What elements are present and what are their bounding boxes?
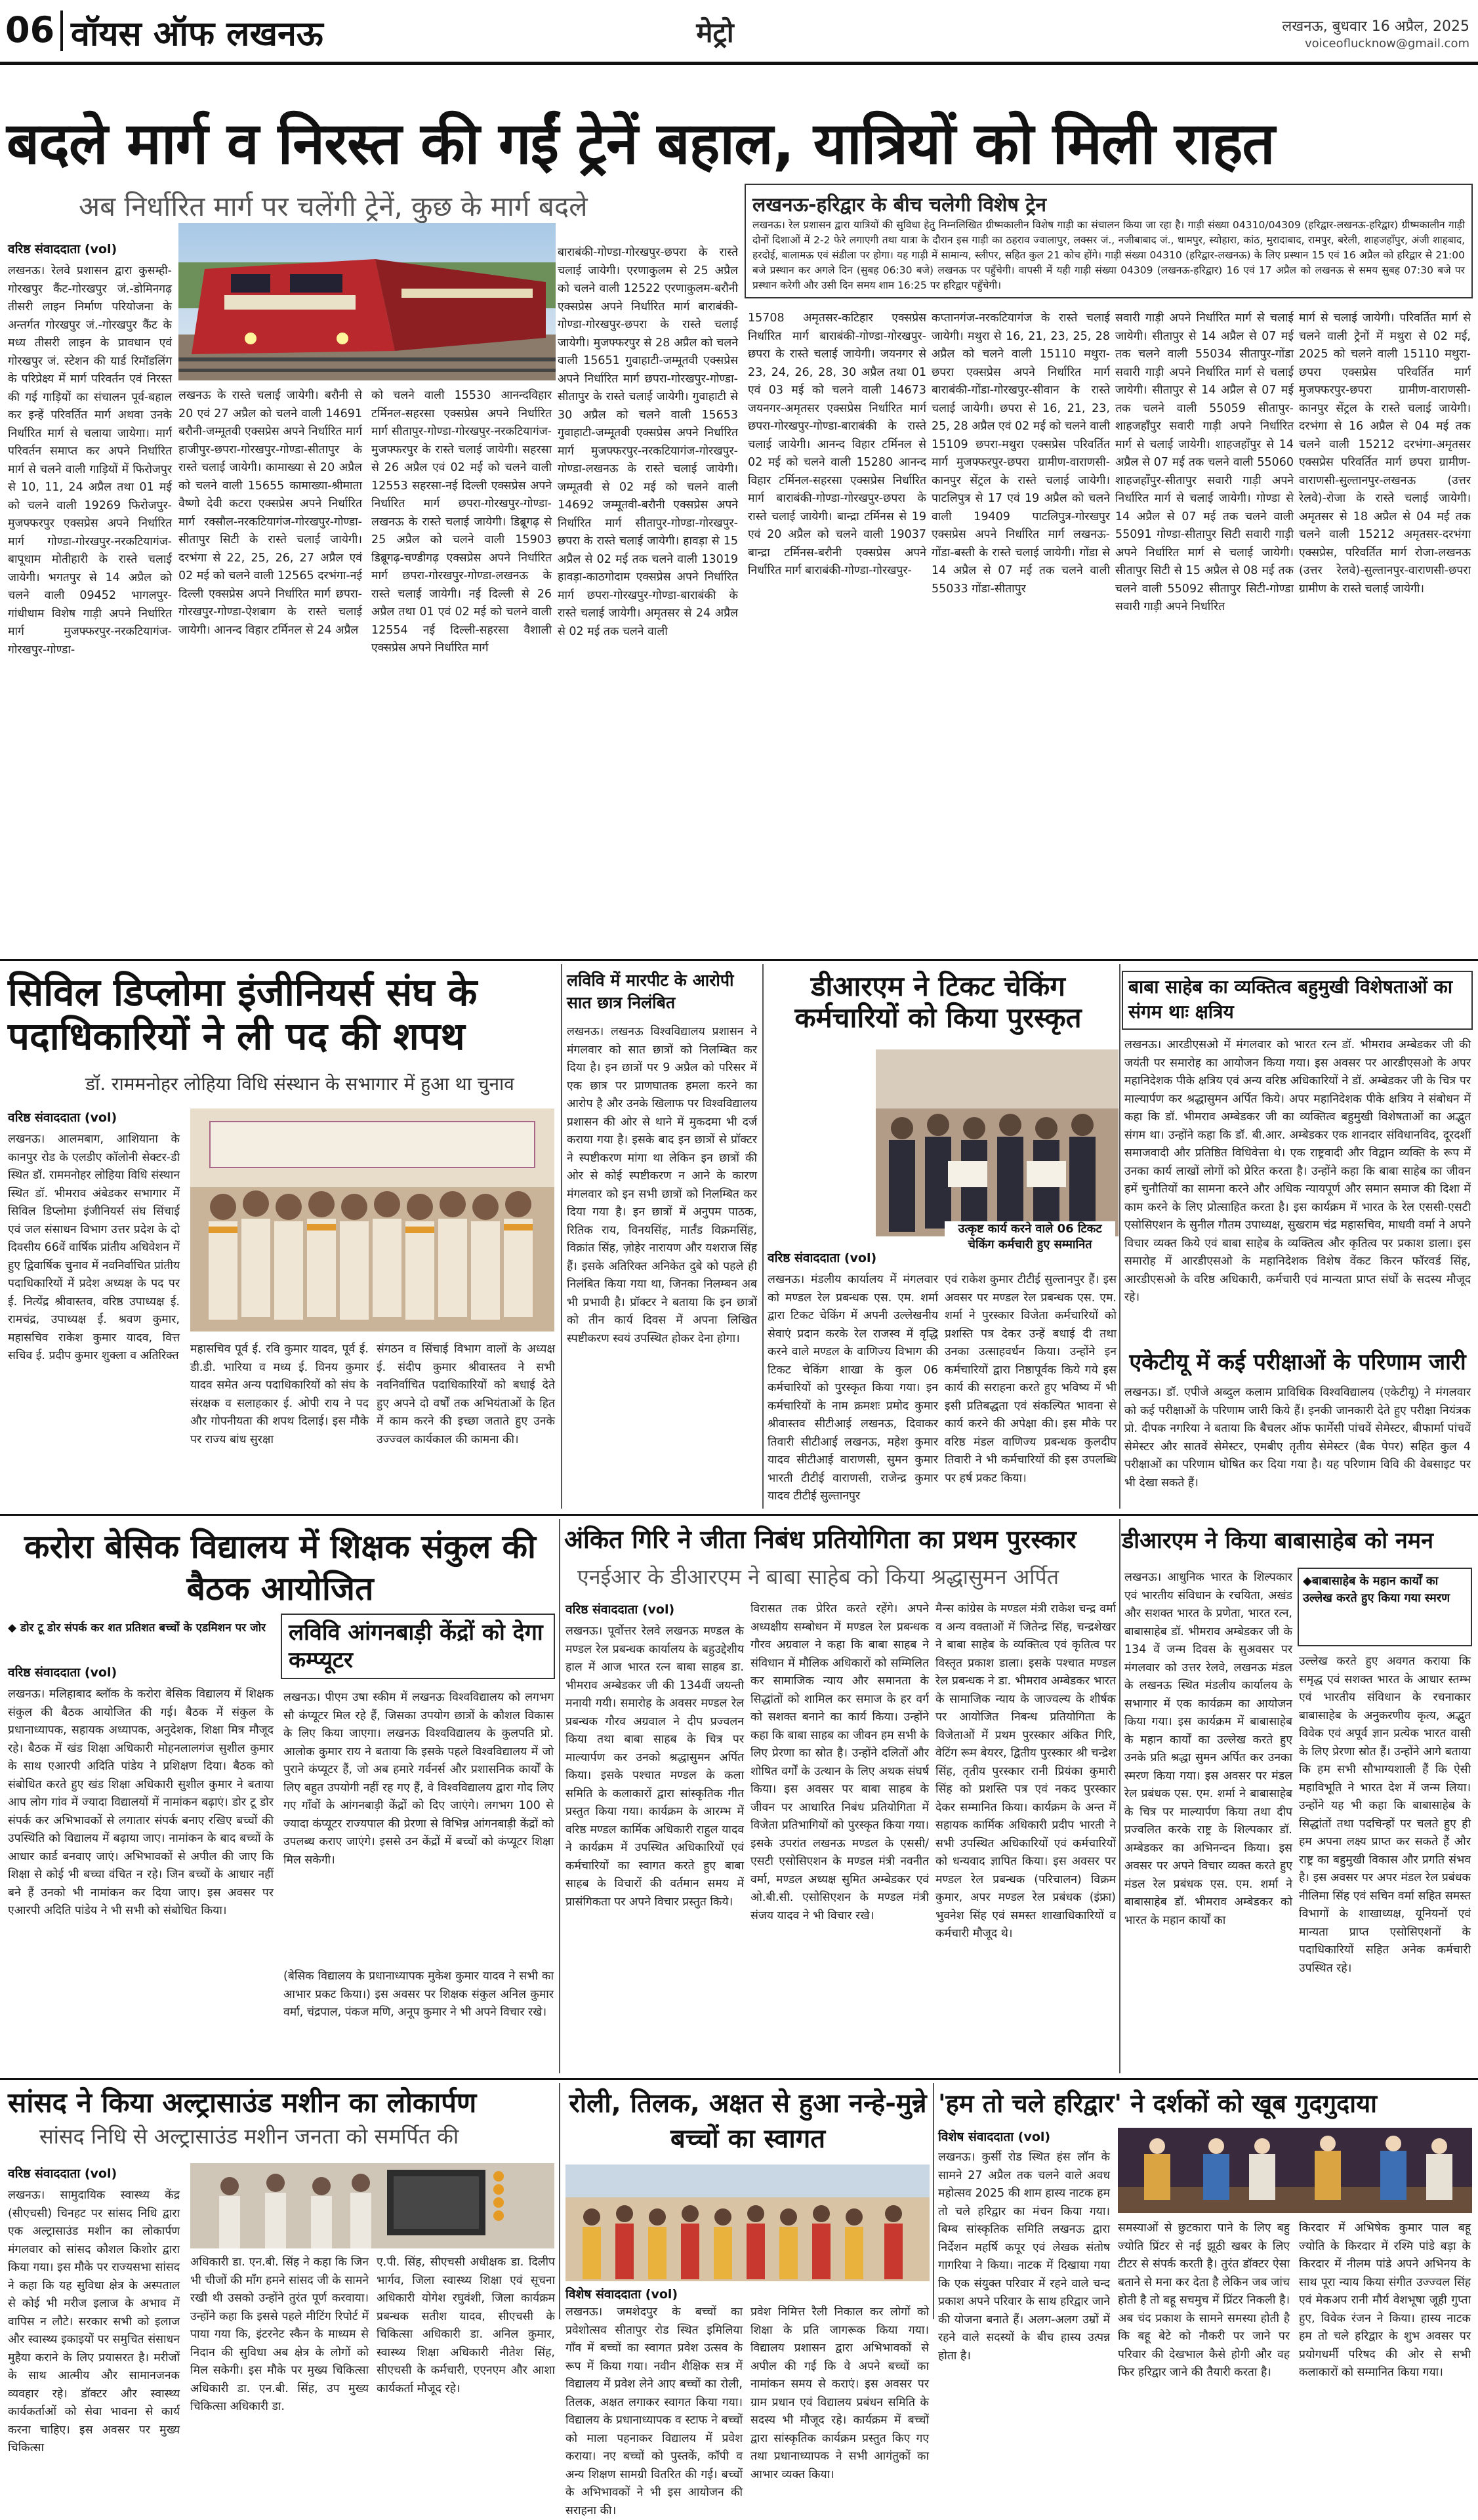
special-train-headline: लखनऊ-हरिद्वार के बीच चलेगी विशेष ट्रेन xyxy=(752,193,1047,216)
mid-rule xyxy=(0,1514,1478,1516)
civil-col-3: संगठन व सिंचाई विभाग वालों के अध्यक्ष ई. संदीप कुमार श्रीवास्तव ने सभी नवनिर्वाचित पदाधिकारियों को बधाई देते हुए अपने दो वर्षों तक अभियंताओं के हित में काम करने की इच्छा जताते हुए उनके उज्ज्वल कार्यकाल की कामना की। xyxy=(377,1343,555,1446)
mp-byline: वरिष्ठ संवाददाता (vol) xyxy=(8,2166,117,2181)
haridwar-col-3: किरदार में अभिषेक कुमार पाल बहू ज्योति के किरदार में रश्मि पांडे बड़ा के किरदार में नीलम पांडे अपने अभिनय के साथ पूरा न्याय किया संगीत उज्ज्वल सिंह एवं मेकअप रानी मौर्य वेशभूषा जूही गुप्ता हुए, विवेक रंजन ने किया। हास्य नाटक हम तो चले हरिद्वार के शुभ अवसर पर प्रयोगधर्मी परिषद की ओर से सभी कलाकारों को सम्मानित किया गया। xyxy=(1299,2222,1471,2379)
civil-subhead: डॉ. राममनोहर लोहिया विधि संस्थान के सभागार में हुआ था चुनाव xyxy=(85,1073,514,1095)
email-link[interactable]: voiceoflucknow@gmail.com xyxy=(1304,37,1469,51)
column-divider xyxy=(1119,964,1120,1509)
drm-ticket-headline: डीआरएम ने टिकट चेकिंग कर्मचारियों को किया पुरस्कृत xyxy=(794,970,1082,1034)
karora-byline: वरिष्ठ संवाददाता (vol) xyxy=(8,1665,117,1680)
lead-col-8: मार्ग से चलाई जायेगी। परिवर्तित मार्ग से चलने वाली ट्रेनों में मथुरा से 02 मई, 2025 को चलने वाली 15110 मथुरा-छपरा एक्सप्रेस परिवर्तित मार्ग मुजफ्फरपुर-छपरा ग्रामीण-वाराणसी-कानपुर सेंट्रल के रास्ते चलाई जायेगी। दरभंगा से 16 अप्रैल से 04 मई तक चलने वाली 15212 दरभंगा-अमृतसर एक्सप्रेस परिवर्तित मार्ग छपरा ग्रामीण-वाराणसी-सुल्तानपुर-लखनऊ (उत्तर रेलवे)-रोजा के रास्ते चलाई जायेगी। अमृतसर से 18 अप्रैल से 04 मई तक चलने वाली 15212 अमृतसर-दरभंगा एक्सप्रेस, परिवर्तित मार्ग रोजा-लखनऊ (उत्तर रेलवे)-सुल्तानपुर-वाराणसी-छपरा ग्रामीण के रास्ते चलाई जायेगी। xyxy=(1299,312,1471,596)
babasaheb-headline: बाबा साहेब का व्यक्तित्व बहुमुखी विशेषताओं का संगम थाः क्षत्रिय xyxy=(1128,976,1453,1023)
section-name: मेट्रो xyxy=(696,16,734,49)
aktu-col-1: लखनऊ। डॉ. एपीजे अब्दुल कलाम प्राविधिक विश्वविद्यालय (एकेटीयू) ने मंगलवार को कई परीक्षाओं के परिणाम जारी किये हैं। इनकी जानकारी देते हुए परीक्षा नियंत्रक प्रो. दीपक नगरिया ने बताया कि बैचलर ऑफ फार्मेसी पांचवें सेमेस्टर, बीफार्मा पांचवें सेमेस्टर और सातवें सेमेस्टर, एमबीए तृतीय सेमेस्टर (बैक पेपर) सहित कुल 4 परीक्षाओं का परिणाम घोषित कर दिया गया है। यह परिणाम विवि की वेबसाइट पर भी देखा सकते हैं। xyxy=(1124,1386,1471,1490)
mp-col-2: अधिकारी डा. एन.बी. सिंह ने कहा कि जिन भी चीजों की माँग हमने सांसद जी के सामने रखी थी उसको उन्होंने तुरंत पूर्ण करवाया। उन्होंने कहा कि इससे पहले मीटिंग रिपोर्ट में पाया गया कि, इंटरनेट स्कैन के माध्यम से निदान की सुविधा अब क्षेत्र के लोगों को मिल सकेगी। इस मौके पर मुख्य चिकित्सा अधिकारी डा. एन.बी. सिंह, उप मुख्य चिकित्सा अधिकारी डा. xyxy=(190,2256,369,2413)
ankit-col-3: मैन्स कांग्रेस के मण्डल मंत्री राकेश चन्द्र वर्मा व अन्य वक्ताओं में जितेन्द्र सिंह, चन्द्रशेखर ने बाबा साहेब के व्यक्तित्व एवं कृतित्व पर विस्तृत प्रकाश डाला। इसके पश्चात मण्डल रेल प्रबन्धक ने डा. भीमराव अम्बेडकर भारत के सामाजिक न्याय के जाज्वल्य के शीर्षक पर आयोजित निबन्ध प्रतियोगिता के विजेताओं में प्रथम पुरस्कार अंकित गिरि, वेटिंग रूम बेयरर, द्वितीय पुरस्कार श्री चन्द्रेश सिंह, तृतीय पुरस्कार रानी प्रियंका कुमारी सिंह को प्रशस्ति पत्र एवं नकद पुरस्कार देकर सम्मानित किया। कार्यक्रम के अन्त में सहायक कार्मिक अधिकारी प्रदीप भारती ने सभी उपस्थित अधिकारियों एवं कर्मचारियों को धन्यवाद ज्ञापित किया। इस अवसर पर मण्डल रेल प्रबन्धक (परिचालन) विक्रम कुमार, अपर मण्डल रेल प्रबंधक (इंफ्रा) भुवनेश सिंह एवं समस्त शाखाधिकारियों व कर्मचारी मौजूद थे। xyxy=(935,1602,1116,1940)
lu-clash-headline: लविवि में मारपीट के आरोपी सात छात्र निलंबित xyxy=(567,971,734,1012)
civil-group-photo xyxy=(190,1108,554,1331)
drm-tribute-box-caption-text: बाबासाहेब के महान कार्यों का उल्लेख करते हुए किया गया स्मरण xyxy=(1303,1574,1450,1605)
paper-name: वॉयस ऑफ लखनऊ xyxy=(71,14,323,54)
mp-photo xyxy=(190,2163,554,2248)
babasaheb-col-1: लखनऊ। आरडीएसओ में मंगलवार को भारत रत्न डॉ. भीमराव अम्बेडकर जी की जयंती पर समारोह का आयोजन किया गया। इस अवसर पर आरडीएसओ के अपर महानिदेशक पीके क्षत्रिय एवं अन्य वरिष्ठ अधिकारियों ने डॉ. अम्बेडकर जी के चित्र पर माल्यार्पण कर श्रद्धासुमन अर्पित किये। अपर महानिदेशक पीके क्षत्रिय ने संबोधन में कहा कि डॉ. भीमराव अम्बेडकर जी का व्यक्तित्व बहुमुखी विशेषताओं का अद्भुत संगम था। उन्होंने कहा कि डॉ. बी.आर. अम्बेडकर एक शानदार संविधानविद, दूरदर्शी समाजवादी और प्रतिष्ठित विधिवेत्ता थे। एक राष्ट्रवादी और विद्वान व्यक्ति के रूप में उनका कार्य लाखों लोगों को प्रेरित करता है। उन्होंने कहा कि बाबा साहेब का जीवन हमें चुनौतियों का सामना करने और अधिक न्यायपूर्ण और समान समाज की दिशा में काम करने के लिए प्रोत्साहित करता है। इस कार्यक्रम में भारत के रेल एससी-एसटी एसोसिएशन के सुनील गौतम उपाध्यक्ष, सुखराम चंद्र महासचिव, माधवी वर्मा ने अपने विचार व्यक्त किये एवं बाबा साहेब के व्यक्तित्व और कृतित्व पर प्रकाश डाला। इस समारोह में आरडीएसओ के महानिदेशक विशेष वेंकट किरन फॉरवर्ड सिंह, आरडीएसओ के वरिष्ठ अधिकारी, कर्मचारी एवं मान्यता प्राप्त संघों के सदस्य मौजूद रहे। xyxy=(1124,1038,1471,1304)
lead-col-4: बाराबंकी-गोण्डा-गोरखपुर-छपरा के रास्ते चलाई जायेगी। एरणाकुलम से 25 अप्रैल को चलने वाली 12522 एरणाकुलम-बरौनी एक्सप्रेस अपने निर्धारित मार्ग बाराबंकी-गोण्डा-गोरखपुर-छपरा के रास्ते चलाई जायेगी। मुजफ्फरपुर से 28 अप्रैल को चलने वाली 15651 गुवाहाटी-जम्मूतवी एक्सप्रेस अपने निर्धारित मार्ग छपरा-गोरखपुर-गोण्डा-सीतापुर के रास्ते चलाई जायेगी। गुवाहाटी से 30 अप्रैल को चलने वाली 15653 गुवाहाटी-जम्मूतवी एक्सप्रेस अपने निर्धारित मार्ग मुजफ्फरपुर-नरकटियागंज-गोरखपुर-गोण्डा-लखनऊ के रास्ते चलाई जायेगी। जम्मूतवी से 02 मई को चलने वाली 14692 जम्मूतवी-बरौनी एक्सप्रेस अपने निर्धारित मार्ग सीतापुर-गोण्डा-गोरखपुर-छपरा के रास्ते चलाई जायेगी। हावड़ा से 15 अप्रैल से 02 मई तक चलने वाली 13019 हावड़ा-काठगोदाम एक्सप्रेस अपने निर्धारित मार्ग छपरा-गोरखपुर-गोण्डा-बाराबंकी के रास्ते चलाई जायेगी। अमृतसर से 24 अप्रैल से 02 मई तक चलने वाली xyxy=(558,246,738,638)
civil-byline: वरिष्ठ संवाददाता (vol) xyxy=(8,1110,117,1125)
haridwar-photo xyxy=(1118,2128,1472,2213)
drm-tribute-headline: डीआरएम ने किया बाबासाहेब को नमन xyxy=(1122,1528,1433,1554)
drm-ticket-caption: उत्कृष्ट कार्य करने वाले 06 टिकट चेकिंग कर्मचारी हुए सम्मानित xyxy=(945,1221,1115,1253)
civil-col-1: लखनऊ। आलमबाग, आशियाना के कानपुर रोड के एलडीए कॉलोनी सेक्टर-डी स्थित डॉ. राममनोहर लोहिया विधि संस्थान स्थित डॉ. भीमराव अंबेडकर सभागार में सिविल डिप्लोमा इंजीनियर्स संघ सिंचाई एवं जल संसाधन विभाग उत्तर प्रदेश के दो दिवसीय 66वें वार्षिक प्रांतीय अधिवेशन में हुए द्विवार्षिक चुनाव में नवनिर्वाचित प्रांतीय पदाधिकारियों में प्रदेश अध्यक्ष के पद पर ई. नित्येंद्र श्रीवास्तव, वरिष्ठ उपाध्यक्ष ई. रामचंद्र, उपाध्यक्ष ई. श्रवण कुमार, महासचिव राकेश कुमार यादव, वित्त सचिव ई. प्रदीप कुमार शुक्ला व अतिरिक्त xyxy=(8,1133,180,1362)
mp-headline: सांसद ने किया अल्ट्रासाउंड मशीन का लोकार्पण xyxy=(8,2086,477,2119)
column-divider xyxy=(561,964,562,1509)
drm-tribute-col-2: उल्लेख करते हुए अवगत कराया कि समृद्ध एवं सशक्त भारत के आधार स्तम्भ एवं भारतीय संविधान के रचनाकार बाबासाहेब के अनुकरणीय कृत्य, अद्भुत विवेक एवं अपूर्व ज्ञान प्रत्येक भारत वासी के लिए प्रेरणा स्रोत हैं। उन्होंने आगे बताया कि हम सभी सौभाग्यशाली हैं कि ऐसी महाविभूति ने भारत देश में जन्म लिया। उन्होंने यह भी कहा कि बाबासाहेब के सिद्धांतों तथा पदचिन्हों पर चलते हुए ही हम अपना लक्ष्य प्राप्त कर सकते हैं और राष्ट्र का बहुमुखी विकास और प्रगति संभव है। इस अवसर पर अपर मंडल रेल प्रबंधक नीलिमा सिंह एवं सचिन वर्मा सहित समस्त विभागों के शाखाध्यक्ष, यूनियनों एवं मान्यता प्राप्त एसोसिएशनों के पदाधिकारियों सहित अनेक कर्मचारी उपस्थित रहे। xyxy=(1299,1655,1471,1975)
column-divider xyxy=(559,2083,560,2319)
page-number: 06 xyxy=(5,9,55,51)
karora-col-1: लखनऊ। मलिहाबाद ब्लॉक के करोरा बेसिक विद्यालय में शिक्षक संकुल की बैठक आयोजित की गई। बैठक में संकुल के प्रधानाध्यापक, सहायक अध्यापक, अनुदेशक, शिक्षा मित्र मौजूद रहे। बैठक में खंड शिक्षा अधिकारी मोहनलालगंज सुशील कुमार के साथ एआरपी अदिति पांडेय ने प्रशिक्षण दिया। बैठक को संबोधित करते हुए खंड शिक्षा अधिकारी सुशील कुमार ने बताया आप लोग गांव में ज्यादा विद्यालयों में नामांकन बढ़ाएं। डोर टू डोर संपर्क कर अभिभावकों से लगातार संपर्क बनाए रखिए बच्चों की उपस्थिति को विद्यालय में बढ़ाया जाए। नामांकन के बाद बच्चों के आधार कार्ड बनवाए जाएं। अभिभावकों से अपील की जाए कि शिक्षा से कोई भी बच्चा वंचित न रहे। जिन बच्चों के आधार नहीं बने हैं उनको भी नामांकन कर दिया जाए। इस अवसर पर एआरपी अदिति पांडेय ने भी सभी को संबोधित किया। xyxy=(8,1688,274,1917)
karora-headline: करोरा बेसिक विद्यालय में शिक्षक संकुल की बैठक आयोजित xyxy=(24,1528,536,1608)
bullet-icon: ◆ xyxy=(8,1621,20,1635)
mp-col-3: ए.पी. सिंह, सीएचसी अधीक्षक डा. दिलीप भार्गव, जिला स्वास्थ्य शिक्षा एवं सूचना अधिकारी योगेश रघुवंशी, जिला कार्यक्रम प्रबन्धक सतीश यादव, सीएचसी के चिकित्सा अधिकारी डा. अनिल कुमार, स्वास्थ्य शिक्षा अधिकारी नीतेश सिंह, सीएचसी के कर्मचारी, एएनएम और आशा कार्यकर्ता मौजूद रहे। xyxy=(377,2256,555,2395)
ankit-subhead: एनईआर के डीआरएम ने बाबा साहेब को किया श्रद्धासुमन अर्पित xyxy=(577,1564,1059,1589)
date-line: लखनऊ, बुधवार 16 अप्रैल, 2025 xyxy=(1282,18,1469,35)
drm-ticket-photo xyxy=(876,1049,1119,1236)
aktu-headline: एकेटीयू में कई परीक्षाओं के परिणाम जारी xyxy=(1129,1349,1466,1375)
lead-subhead: अब निर्धारित मार्ग पर चलेंगी ट्रेनें, कुछ के मार्ग बदले xyxy=(79,190,588,222)
haridwar-col-1: लखनऊ। कुर्सी रोड स्थित हंस लॉन के सामने 27 अप्रैल तक चलने वाले अवध महोत्सव 2025 की शाम हास्य नाटक हम तो चले हरिद्वार का मंचन किया गया। बिम्ब सांस्कृतिक समिति लखनऊ द्वारा निर्देशन महर्षि कपूर एवं लेखक संतोष गागरिया ने किया। नाटक में दिखाया गया कि एक संयुक्त परिवार में रहने वाले चन्द प्रकाश अपने परिवार के साथ हरिद्वार जाने की योजना बनाते हैं। अलग-अलग उम्रों में रहने वाले सदस्यों के बीच हास्य उत्पन्न होता है। xyxy=(938,2151,1110,2363)
mp-col-1: लखनऊ। सामुदायिक स्वास्थ्य केंद्र (सीएचसी) चिनहट पर सांसद निधि द्वारा एक अल्ट्रासाउंड मशीन का लोकार्पण मंगलवार को सांसद कौशल किशोर द्वारा किया गया। इस मौके पर राज्यसभा सांसद ने कहा कि यह सुविधा क्षेत्र के अस्पताल से कोई भी मरीज इलाज के अभाव में वापिस न लौटे। सरकार सभी को इलाज और स्वास्थ्य इकाइयों पर समुचित संसाधन मुहैया कराने के लिए प्रयासरत है। मरीजों के साथ आत्मीय और सामानजनक व्यवहार रहे। डॉक्टर और स्वास्थ्य कार्यकर्ताओं को सेवा भावना से कार्य करना चाहिए। इस अवसर पर मुख्य चिकित्सा xyxy=(8,2189,180,2454)
drm-tribute-box-caption xyxy=(1298,1568,1472,1646)
special-train-body: लखनऊ। रेल प्रशासन द्वारा यात्रियों की सुविधा हेतु निम्नलिखित ग्रीष्मकालीन विशेष गाड़ी का संचालन किया जा रहा है। गाड़ी संख्या 04310/04309 (हरिद्वार-लखनऊ-हरिद्वार) ग्रीष्मकालीन गाड़ी दोनों दिशाओं में 2-2 फेरे लगाएगी तथा यात्रा के दौरान इस गाड़ी का ठहराव ज्वालापुर, लक्सर जं., नजीबाबाद जं., धामपुर, स्योहारा, कांठ, मुरादाबाद, रामपुर, बरेली, शाहजहाँपुर, अंजी शाहबाद, हरदोई, बालामऊ एवं संडीला पर होगा। यह गाड़ी में सामान्य, स्लीपर, सहित कुल 21 कोच होंगे। गाड़ी संख्या 04310 (हरिद्वार-लखनऊ) के लिए प्रस्थान 15 एवं 16 अप्रैल को हरिद्वार से 21:00 बजे प्रस्थान कर अगले दिन (सुबह 06:30 बजे) लखनऊ पर पहुँचेगी। वापसी में यही गाड़ी संख्या 04309 (लखनऊ-हरिद्वार) 16 एवं 17 अप्रैल को लखनऊ से समय सुबह 07:30 बजे पर प्रस्थान करेगी और उसी दिन समय शाम 16:25 पर हरिद्वार पहुँचेगी। xyxy=(752,219,1465,291)
ankit-col-1: लखनऊ। पूर्वोत्तर रेलवे लखनऊ मण्डल के मण्डल रेल प्रबन्धक कार्यालय के बहुउद्देशीय हाल में आज भारत रत्न बाबा साहब डा. भीमराव अम्बेडकर जी की 134वीं जयन्ती मनायी गयी। समारोह के अवसर मण्डल रेल प्रबन्धक गौरव अग्रवाल ने दीप प्रज्वलन किया तथा बाबा साहब के चित्र पर माल्यार्पण कर उनको श्रद्धासुमन अर्पित किया। इसके पश्चात मण्डल के कला समिति के कलाकारों द्वारा सांस्कृतिक गीत प्रस्तुत किया गया। कार्यक्रम के आरम्भ में वरिष्ठ मण्डल कार्मिक अधिकारी राहुल यादव ने कार्यक्रम में उपस्थित अधिकारियों एवं कर्मचारियों का स्वागत करते हुए बाबा साहब के विचारों की वर्तमान समय में प्रासंगिकता पर अपने विचार प्रस्तुत किये। xyxy=(565,1625,744,1909)
civil-headline: सिविल डिप्लोमा इंजीनियर्स संघ के पदाधिकारियों ने ली पद की शपथ xyxy=(8,970,478,1059)
ankit-col-2: विरासत तक प्रेरित करते रहेंगे। अपने अध्यक्षीय सम्बोधन में मण्डल रेल प्रबन्धक गौरव अग्रवाल ने कहा कि बाबा साहब ने संविधान में मौलिक अधिकारों को सम्मिलित कर सामाजिक न्याय और समानता के सिद्धांतों को शामिल कर समाज के हर वर्ग को सशक्त बनाने का कार्य किया। उन्होंने कहा कि बाबा साहब का जीवन हम सभी के लिए प्रेरणा का स्रोत है। उन्होंने दलितों और शोषित वर्गों के उत्थान के लिए अथक संघर्ष किया। इस अवसर पर बाबा साहब के जीवन पर आधारित निबंध प्रतियोगिता में विजेता प्रतिभागियों को पुरस्कृत किया गया। इसके उपरांत लखनऊ मण्डल के एससी/एसटी एसोसिएशन के मण्डल मंत्री नवनीत वर्मा, मण्डल अध्यक्ष सुमित अम्बेडकर एवं ओ.बी.सी. एसोसिएशन के मण्डल मंत्री संजय यादव ने भी विचार रखे। xyxy=(750,1602,929,1922)
lu-clash-col-1: लखनऊ। लखनऊ विश्वविद्यालय प्रशासन ने मंगलवार को सात छात्रों को निलम्बित कर दिया है। इन छात्रों पर 9 अप्रैल को परिसर में एक छात्र पर प्राणघातक हमला करने का आरोप है और उनके खिलाफ पर विश्वविद्यालय प्रशासन की ओर से थाने में मुकदमा भी दर्ज कराया गया है। इसके बाद इन छात्रों से प्रॉक्टर ने स्पष्टीकरण मांगा था लेकिन इन छात्रों की ओर से कोई स्पष्टीकरण न आने के कारण मंगलवार को इन सभी छात्रों को निलम्बित कर दिया गया है। इन छात्रों में अनुपम पाठक, रितिक राय, विनयसिंह, मार्तंड विक्रमसिंह, विक्रांत सिंह, ज़ोहेर नारायण और यशराज सिंह हैं। इसके अतिरिक्त अनिकेत दुबे को पहले ही निलंबित किया गया था, जिनका निलम्बन अब भी प्रभावी है। प्रॉक्टर ने बताया कि इन छात्रों को तीन कार्य दिवस में अपना लिखित स्पष्टीकरण स्वयं उपस्थित होकर देना होगा। xyxy=(567,1025,757,1345)
lead-col-6: कप्तानगंज-नरकटियागंज के रास्ते चलाई जायेगी। मथुरा से 16, 21, 23, 25, 28 अप्रैल को चलने वाली 15110 मथुरा-छपरा एक्सप्रेस अपने निर्धारित मार्ग बाराबंकी-गोंडा-गोरखपुर-सीवान के रास्ते चलाई जायेगी। छपरा से 16, 21, 23, 25, 28 अप्रैल एवं 02 मई को चलने वाली 15109 छपरा-मथुरा एक्सप्रेस परिवर्तित मार्ग मुजफ्फरपुर-छपरा ग्रामीण-वाराणसी-कानपुर सेंट्रल के रास्ते चलाई जायेगी। पाटलिपुत्र से 17 एवं 19 अप्रैल को चलने वाली 19409 पाटलिपुत्र-गोरखपुर एक्सप्रेस अपने निर्धारित मार्ग लखनऊ-गोंडा-बस्ती के रास्ते चलाई जायेगी। गोंडा से 14 अप्रैल से 07 मई तक चलने वाली 55033 गोंडा-सीतापुर xyxy=(932,312,1110,596)
roli-col-1: लखनऊ। जमशेदपुर के बच्चों का प्रवेशोत्सव सीतापुर रोड स्थित इमिलिया गाँव में बच्चों का स्वागत प्रवेश उत्सव के रूप में किया गया। नवीन शैक्षिक सत्र में विद्यालय में प्रवेश लेने आए बच्चों का रोली, तिलक, अक्षत लगाकर स्वागत किया गया। विद्यालय के प्रधानाध्यापक व स्टाफ ने बच्चों को माला पहनाकर विद्यालय में प्रवेश कराया। नए बच्चों को पुस्तकें, कॉपी व अन्य शिक्षण सामग्री वितरित की गई। बच्चों के अभिभावकों ने भी इस आयोजन की सराहना की। xyxy=(565,2306,743,2517)
lead-byline: वरिष्ठ संवाददाता (vol) xyxy=(8,242,117,256)
karora-bullet-text: डोर टू डोर संपर्क कर शत प्रतिशत बच्चों के एडमिशन पर जोर xyxy=(20,1621,266,1635)
ankit-headline: अंकित गिरि ने जीता निबंध प्रतियोगिता का प्रथम पुरस्कार xyxy=(564,1525,1077,1554)
ankit-byline: वरिष्ठ संवाददाता (vol) xyxy=(565,1602,675,1617)
column-divider xyxy=(559,1519,560,2073)
roli-photo xyxy=(565,2164,930,2281)
haridwar-col-2: समस्याओं से छुटकारा पाने के लिए बहु ज्योति प्रिंटर से नई झूठी खबर के लिए टीटर से संपर्क करती है। तुरंत डॉक्टर ऐसा बताने से मना कर देता है लेकिन जब जांच होती है तो बहू सचमुच में प्रिंटर निकली है। अब चंद प्रकाश के सामने समस्या होती है कि बहू बेटे को नौकरी पर जाने पर परिवार की देखभाल कैसे होगी और वह फिर हरिद्वार जाने की तैयारी करता है। xyxy=(1118,2222,1290,2379)
mp-subhead: सांसद निधि से अल्ट्रासाउंड मशीन जनता को समर्पित की xyxy=(39,2124,459,2149)
haridwar-byline: विशेष संवाददाता (vol) xyxy=(938,2130,1051,2144)
anganwadi-col-2: (बेसिक विद्यालय के प्रधानाध्यापक मुकेश कुमार यादव ने सभी का आभार प्रकट किया।) इस अवसर पर शिक्षक संकुल अनिल कुमार वर्मा, चंद्रपाल, पंकज मणि, अनूप कुमार ने भी अपने विचार रखे। xyxy=(283,1970,554,2019)
haridwar-headline: 'हम तो चले हरिद्वार' ने दर्शकों को खूब गुदगुदाया xyxy=(938,2089,1378,2118)
anganwadi-headline: लविवि आंगनबाड़ी केंद्रों को देगा कम्प्यूटर xyxy=(289,1619,543,1673)
drm-ticket-byline: वरिष्ठ संवाददाता (vol) xyxy=(768,1251,877,1265)
train-photo xyxy=(178,223,556,380)
lead-col-2: लखनऊ के रास्ते चलाई जायेगी। बरौनी से 20 एवं 27 अप्रैल को चलने वाली 14691 बरौनी-जम्मूतवी एक्सप्रेस अपने निर्धारित मार्ग हाजीपुर-छपरा-गोरखपुर-गोण्डा-सीतापुर के रास्ते चलाई जायेगी। कामाख्या से 20 अप्रैल को चलने वाली 15655 कामाख्या-श्रीमाता वैष्णो देवी कटरा एक्सप्रेस अपने निर्धारित मार्ग रक्सौल-नरकटियागंज-गोरखपुर-गोण्डा-सीतापुर सिटी के रास्ते चलाई जायेगी। दरभंगा से 22, 25, 26, 27 अप्रैल एवं 02 मई को चलने वाली 12565 दरभंगा-नई दिल्ली एक्सप्रेस अपने निर्धारित मार्ग छपरा-गोरखपुर-गोण्डा-ऐशबाग के रास्ते चलाई जायेगी। आनन्द विहार टर्मिनल से 24 अप्रैल xyxy=(178,389,362,637)
lower-rule xyxy=(0,2078,1478,2080)
masthead xyxy=(0,0,1478,63)
lead-col-3: को चलने वाली 15530 आनन्दविहार टर्मिनल-सहरसा एक्सप्रेस अपने निर्धारित मार्ग सीतापुर-गोण्डा-गोरखपुर-नरकटियागंज-मुजफ्फरपुर के रास्ते चलाई जायेगी। सहरसा से 26 अप्रैल एवं 02 मई को चलने वाली 12553 सहरसा-नई दिल्ली एक्सप्रेस अपने निर्धारित मार्ग छपरा-गोरखपुर-गोण्डा-लखनऊ के रास्ते चलाई जायेगी। डिब्रूगढ़ से 25 अप्रैल को चलने वाली 15903 डिब्रूगढ़-चण्डीगढ़ एक्सप्रेस अपने निर्धारित मार्ग छपरा-गोरखपुर-गोण्डा-लखनऊ के रास्ते चलाई जायेगी। नई दिल्ली से 26 अप्रैल तथा 01 एवं 02 मई को चलने वाली 12554 नई दिल्ली-सहरसा वैशाली एक्सप्रेस अपने निर्धारित मार्ग xyxy=(371,389,552,655)
column-divider xyxy=(762,964,764,1509)
roli-headline: रोली, तिलक, अक्षत से हुआ नन्हे-मुन्ने बच्चों का स्वागत xyxy=(569,2088,927,2154)
lead-col-1: लखनऊ। रेलवे प्रशासन द्वारा कुसम्ही-गोरखपुर कैंट-गोरखपुर जं.-डोमिनगढ़ तीसरी लाइन निर्माण परियोजना के अन्तर्गत गोरखपुर जं.-गोरखपुर कैंट के मध्य तीसरी लाइन के प्रावधान एवं गोरखपुर जं. स्टेशन की यार्ड रिमॉडलिंग के परिप्रेक्ष्य में मार्ग परिवर्तन एवं निरस्त की गई गाड़ियों का संचालन पूर्व-बहाल कर इन्हें परिवर्तित मार्ग अथवा उनके निर्धारित मार्ग से चलाया जायेगा। मार्ग परिवर्तन समाप्त कर अपने निर्धारित मार्ग से चलने वाली गाड़ियों में फिरोजपुर से 10, 11, 24 अप्रैल तथा 01 मई को चलने वाली 19269 फिरोजपुर-मुजफ्फरपुर एक्सप्रेस अपने निर्धारित मार्ग गोण्डा-गोरखपुर-नरकटियागंज-बापूधाम मोतीहारी के रास्ते चलाई जायेगी। भगतपुर से 14 अप्रैल को चलने वाली 09452 भागलपुर-गांधीधाम विशेष गाड़ी अपने निर्धारित मार्ग मुजफ्फरपुर-नरकटियागंज-गोरखपुर-गोण्डा- xyxy=(8,264,172,657)
lead-bottom-rule xyxy=(0,959,1478,961)
lead-col-7: सवारी गाड़ी अपने निर्धारित मार्ग से चलाई जायेगी। सीतापुर से 14 अप्रैल से 07 मई तक चलने वाली 55034 सीतापुर-गोंडा सवारी गाड़ी अपने निर्धारित मार्ग से चलाई जायेगी। सीतापुर से 14 अप्रैल से 07 मई तक चलने वाली 55059 सीतापुर-शाहजहाँपुर सवारी गाड़ी अपने निर्धारित मार्ग से चलाई जायेगी। शाहजहाँपुर से 14 अप्रैल से 07 मई तक चलने वाली 55060 शाहजहाँपुर-सीतापुर सवारी गाड़ी अपने निर्धारित मार्ग से चलाई जायेगी। गोण्डा से 14 अप्रैल से 07 मई तक चलने वाली 55091 गोण्डा-सीतापुर सिटी सवारी गाड़ी अपने निर्धारित मार्ग से चलाई जायेगी। सीतापुर सिटी से 15 अप्रैल से 08 मई तक चलने वाली 55092 सीतापुर सिटी-गोण्डा सवारी गाड़ी अपने निर्धारित xyxy=(1115,312,1294,613)
lead-headline: बदले मार्ग व निरस्त की गईं ट्रेनें बहाल, यात्रियों को मिली राहत xyxy=(7,110,1275,177)
column-divider xyxy=(933,2083,934,2319)
lead-col-5: 15708 अमृतसर-कटिहार एक्सप्रेस निर्धारित मार्ग बाराबंकी-गोण्डा-गोरखपुर-छपरा के रास्ते चलाई जायेगी। जयनगर से 23, 24, 26, 28, 30 अप्रैल तथा 01 एवं 03 मई को चलने वाली 14673 जयनगर-अमृतसर एक्सप्रेस निर्धारित मार्ग छपरा-गोरखपुर-गोण्डा-बाराबंकी के रास्ते चलाई जायेगी। आनन्द विहार टर्मिनल से 02 मई को चलने वाली 15280 आनन्द विहार टर्मिनल-सहरसा एक्सप्रेस निर्धारित मार्ग बाराबंकी-गोण्डा-गोरखपुर-छपरा के रास्ते चलाई जायेगी। बान्द्रा टर्मिनस से 19 एवं 20 अप्रैल को चलने वाली 19037 बान्द्रा टर्मिनस-बरौनी एक्सप्रेस अपने निर्धारित मार्ग बाराबंकी-गोण्डा-गोरखपुर- xyxy=(748,312,926,577)
bullet-icon: ◆ xyxy=(1303,1574,1312,1588)
masthead-rule xyxy=(0,62,1478,65)
masthead-divider xyxy=(60,10,63,51)
drm-ticket-col-2: एवं राकेश कुमार टीटीई सुल्तानपुर हैं। इस अवसर पर मण्डल रेल प्रबन्धक एस. एम. शर्मा ने पुरस्कार विजेता कर्मचारियों को प्रशस्ति पत्र देकर उन्हें बधाई दी तथा उनका उत्साहवर्धन किया। उन्होंने इन कर्मचारियों द्वारा निष्ठापूर्वक किये गये इस कार्य की सराहना करते हुए भविष्य में भी इसी प्रतिबद्धता एवं संकल्पित भावना से कार्य करने की अपेक्षा की। इस मौके पर वरिष्ठ मंडल वाणिज्य प्रबन्धक कुलदीप तिवारी ने भी कर्मचारियों की इस उपलब्धि पर हर्ष प्रकट किया। xyxy=(945,1273,1117,1485)
roli-col-2: प्रवेश निमित्त रैली निकाल कर लोगों को शिक्षा के प्रति जागरूक किया गया। विद्यालय प्रशासन द्वारा अभिभावकों से अपील की गई कि वे अपने बच्चों का नामांकन समय से कराएं। इस अवसर पर ग्राम प्रधान एवं विद्यालय प्रबंधन समिति के सदस्य भी मौजूद रहे। कार्यक्रम में बच्चों द्वारा सांस्कृतिक कार्यक्रम प्रस्तुत किए गए तथा प्रधानाध्यापक ने सभी आगंतुकों का आभार व्यक्त किया। xyxy=(750,2306,929,2481)
drm-tribute-col-1: लखनऊ। आधुनिक भारत के शिल्पकार एवं भारतीय संविधान के रचयिता, अखंड और सशक्त भारत के प्रणेता, भारत रत्न, बाबासाहेब डॉ. भीमराव अम्बेडकर जी के 134 वें जन्म दिवस के सुअवसर पर मंगलवार को उत्तर रेलवे, लखनऊ मंडल के लखनऊ स्थित मंडलीय कार्यालय के सभागार में एक कार्यक्रम का आयोजन किया गया। इस कार्यक्रम में बाबासाहेब के महान कार्यों का उल्लेख करते हुए उनके प्रति श्रद्धा सुमन अर्पित कर उनका स्मरण किया गया। इस अवसर पर मंडल रेल प्रबंधक एस. एम. शर्मा ने बाबासाहेब के चित्र पर माल्यार्पण किया तथा दीप प्रज्वलित करके राष्ट्र के शिल्पकार डॉ. अम्बेडकर का अभिनन्दन किया। इस अवसर पर अपने विचार व्यक्त करते हुए मंडल रेल प्रबंधक एस. एम. शर्मा ने बाबासाहेब डॉ. भीमराव अम्बेडकर को भारत के महान कार्यों का xyxy=(1124,1571,1292,1927)
special-train-box xyxy=(745,184,1473,298)
column-divider xyxy=(1119,1519,1120,2073)
anganwadi-col-1: लखनऊ। पीएम उषा स्कीम में लखनऊ विश्वविद्यालय को लगभग सौ कंप्यूटर मिल रहे हैं, जिसका उपयोग छात्रों के कौशल विकास के लिए किया जाएगा। लखनऊ विश्वविद्यालय के कुलपति प्रो. आलोक कुमार राय ने बताया कि इसके पहले विश्वविद्यालय में जो पुराने कंप्यूटर हैं, जो अब हमारे गर्वनर्स और प्रशासनिक कार्यों के लिए बहुत उपयोगी नहीं रह गए हैं, वे विश्वविद्यालय द्वारा गोद लिए गए गाँवों के आंगनबाड़ी केंद्रों को दिए जाएंगे। लगभग 100 से ज्यादा कंप्यूटर राज्यपाल की प्रेरणा से विभिन्न आंगनबाड़ी केंद्रों को उपलब्ध कराए जाएंगे। इससे उन केंद्रों में बच्चों को कंप्यूटर शिक्षा मिल सकेगी। xyxy=(283,1691,554,1867)
civil-col-2: महासचिव पूर्व ई. रवि कुमार यादव, पूर्व ई. डी.डी. भारिया व मध्य ई. विनय कुमार यादव समेत अन्य पदाधिकारियों को संघ के संरक्षक व सलाहकार ई. ओपी राय ने पद और गोपनीयता की शपथ दिलाई। इस मौके पर राज्य बांध सुरक्षा xyxy=(190,1343,369,1446)
karora-bullet xyxy=(8,1620,274,1636)
drm-ticket-col-1: लखनऊ। मंडलीय कार्यालय में मंगलवार को मण्डल रेल प्रबन्धक एस. एम. शर्मा द्वारा टिकट चेकिंग में अपनी उल्लेखनीय सेवाएं प्रदान करके रेल राजस्व में वृद्धि करने वाले मण्डल के वाणिज्य विभाग की टिकट चेकिंग शाखा के कुल 06 कर्मचारियों को पुरस्कृत किया गया। इन कर्मचारियों के नाम क्रमशः प्रमोद कुमार श्रीवास्तव सीटीआई लखनऊ, दिवाकर तिवारी सीटीआई लखनऊ, महेश कुमार यादव सीटीआई वाराणसी, सुमन कुमार भारती टीटीई वाराणसी, राजेन्द्र कुमार यादव टीटीई सुल्तानपुर xyxy=(768,1273,938,1503)
roli-byline: विशेष संवाददाता (vol) xyxy=(565,2287,678,2302)
